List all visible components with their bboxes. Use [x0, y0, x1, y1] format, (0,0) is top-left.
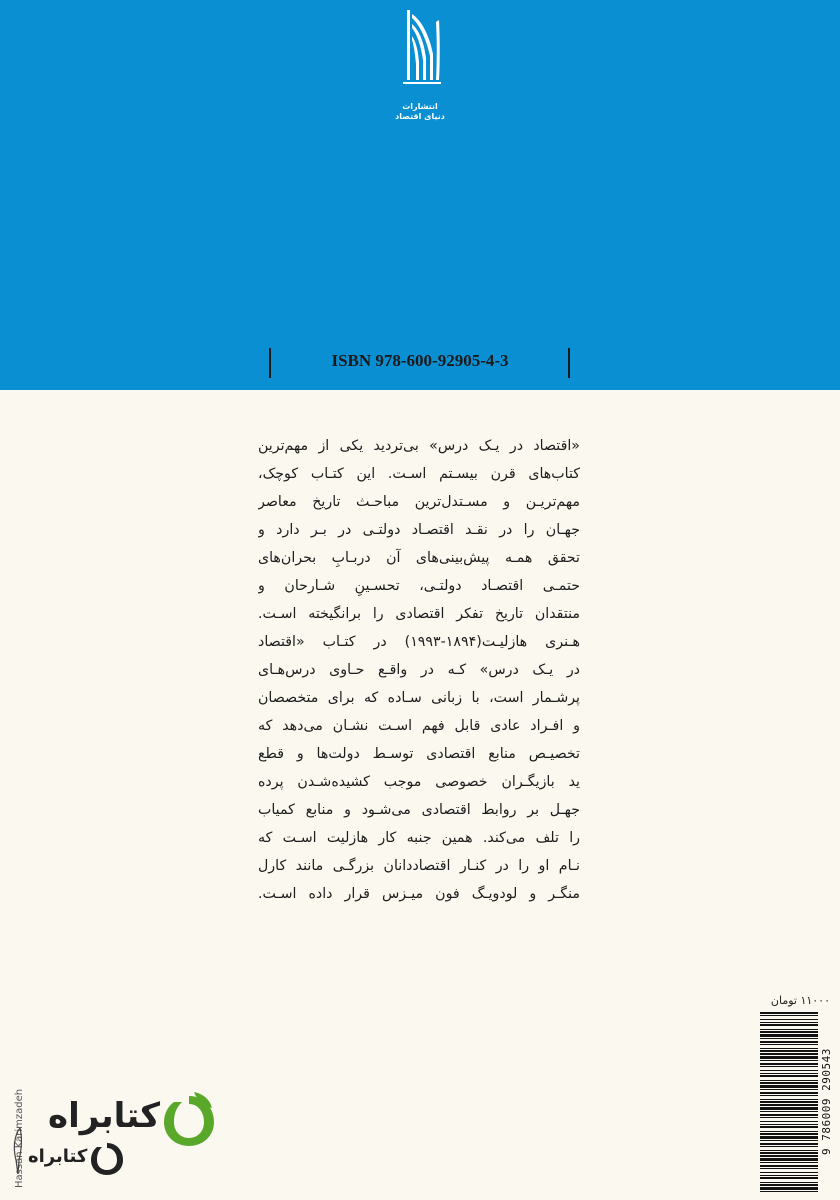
blurb-line: تخصیـص منابع اقتصادی توسـط دولت‌ها و قطع: [258, 746, 580, 762]
blurb-line: منتقدان تاریخ تفکر اقتصادی را برانگیخته اسـت.: [258, 606, 580, 622]
isbn-text: ISBN 978-600-92905-4-3: [331, 351, 509, 370]
blurb-line: حتمـی اقتصـاد دولتـی، تحسـینِ شـارحان و: [258, 578, 580, 594]
blurb-line: جهـل بر روابط اقتصادی می‌شـود و منابع کمیاب: [258, 802, 580, 818]
watermark-text-small: کتابراه: [28, 1146, 88, 1167]
blurb-line: پرشـمار است، با زبانی سـاده که برای متخصصان: [258, 690, 580, 706]
blurb-line: را تلف می‌کند. همین جنبه کار هازلیت اسـت که: [258, 830, 580, 846]
feather-icon: [10, 1126, 26, 1176]
blurb-line: نـام او را در کنـار اقتصاددانان بزرگـی مانند کارل: [258, 858, 580, 874]
blurb-line: جهـان را در نقـد اقتصـاد دولتـی در بـر دارد و: [258, 522, 580, 538]
blurb-line: «اقتصاد در یـک درس» بی‌تردید یکی از مهم‌ترین: [258, 438, 580, 454]
blurb-line: منگـر و لودویـگ فون میـزس قرار داده اسـت.: [258, 886, 580, 902]
isbn-divider-right: [568, 348, 570, 378]
back-cover-blurb: [258, 432, 580, 908]
blurb-line: در یـک درس» کـه در واقـع حـاوی درس‌هـای: [258, 662, 580, 678]
blurb-line: ید بازیگـران خصوصی موجب کشیده‌شـدن پرده: [258, 774, 580, 790]
blurb-line: تحقق همـه پیش‌بینی‌های آن دربـابِ بحران‌های: [258, 550, 580, 566]
blurb-line: کتاب‌های قرن بیسـتم اسـت. این کتـاب کوچک،: [258, 466, 580, 482]
publisher-name-line2: دنیای اقتصاد: [395, 112, 445, 121]
publisher-logo-icon: [399, 10, 443, 94]
isbn-divider-left: [269, 348, 271, 378]
publisher-name-line1: انتشارات: [402, 102, 438, 111]
blurb-line: هـنری هازلیـت(۱۸۹۴-۱۹۹۳) در کتـاب «اقتصاد: [258, 634, 580, 650]
price-label: ۱۱۰۰۰ تومان: [770, 994, 830, 1007]
watermark-logo: [10, 1088, 230, 1198]
watermark-text-large: کتابراه: [48, 1096, 161, 1136]
barcode-digits: 9 786009 290543: [820, 1048, 833, 1156]
cover-top-panel: [0, 0, 840, 390]
leaf-icon-small: [88, 1140, 126, 1178]
publisher-logo: [395, 10, 445, 122]
blurb-line: و افـراد عادی قابل فهم اسـت نشـان می‌دهد که: [258, 718, 580, 734]
blurb-line: مهم‌تریـن و مسـتدل‌ترین مباحـث تاریخ معاصر: [258, 494, 580, 510]
designer-credit: Hassan Karimzadeh: [14, 1088, 25, 1188]
leaf-icon: [160, 1092, 218, 1150]
